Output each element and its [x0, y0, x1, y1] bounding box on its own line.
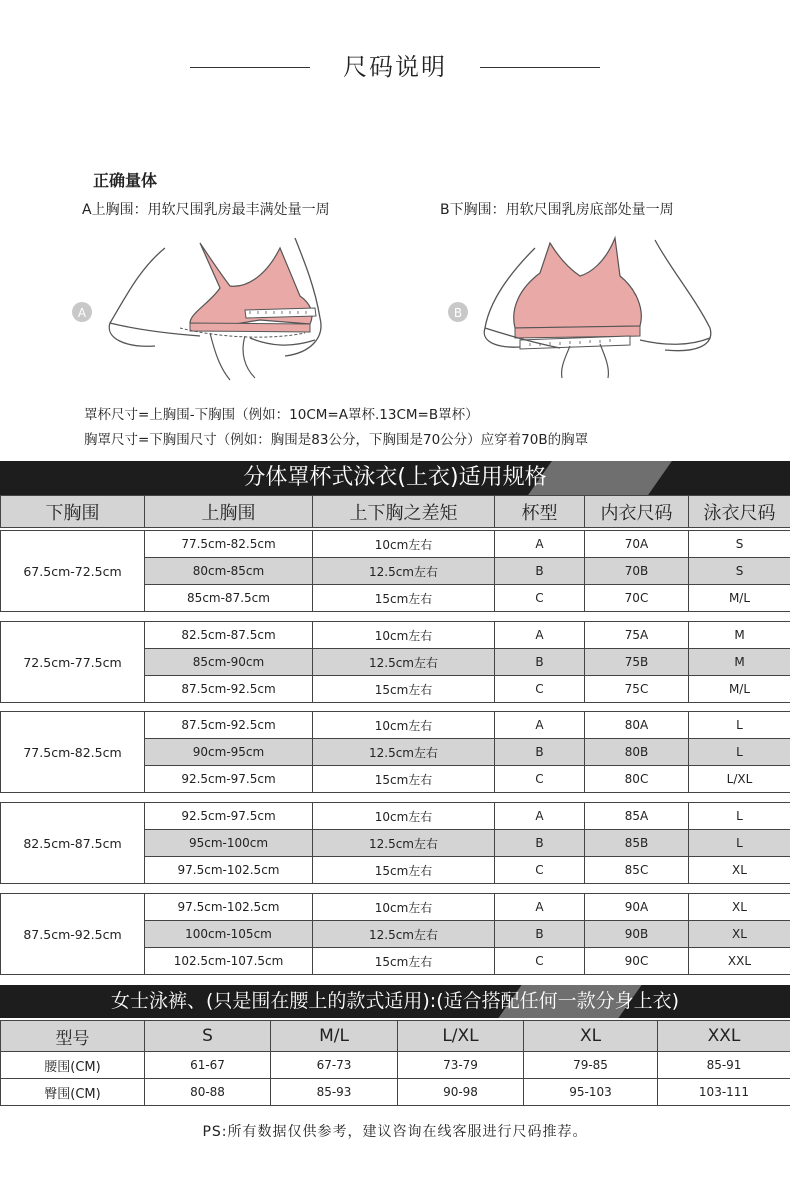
table-cell: L/XL — [689, 766, 790, 793]
table-cell: B — [495, 921, 585, 948]
table-cell: 15cm左右 — [313, 676, 495, 703]
table-row — [1, 1079, 790, 1106]
size-group-table — [0, 530, 790, 612]
table-cell: 90C — [585, 948, 689, 975]
table-cell: 12.5cm左右 — [313, 921, 495, 948]
badge-b: B — [453, 306, 463, 320]
table-cell: 90A — [585, 894, 689, 921]
table-cell: 90B — [585, 921, 689, 948]
table-cell: M/L — [689, 676, 790, 703]
table-cell: 75C — [585, 676, 689, 703]
table-cell: S — [689, 531, 790, 558]
table-cell: 85-93 — [271, 1079, 398, 1106]
table-cell: 87.5cm-92.5cm — [145, 676, 313, 703]
table-cell: 92.5cm-97.5cm — [145, 803, 313, 830]
table-cell: 70C — [585, 585, 689, 612]
table-cell: 79-85 — [524, 1052, 658, 1079]
table-cell: C — [495, 676, 585, 703]
table-cell: 85cm-90cm — [145, 649, 313, 676]
table-cell: 12.5cm左右 — [313, 558, 495, 585]
row-label-waist: 腰围(CM) — [1, 1052, 145, 1079]
table-row — [1, 622, 790, 649]
table-row — [1, 531, 790, 558]
table-cell: C — [495, 948, 585, 975]
table-cell: 92.5cm-97.5cm — [145, 766, 313, 793]
table-cell: XXL — [689, 948, 790, 975]
table-cell: 10cm左右 — [313, 531, 495, 558]
table-cell: 80cm-85cm — [145, 558, 313, 585]
table-cell: 80-88 — [145, 1079, 271, 1106]
bra-size-note: 胸罩尺寸=下胸围尺寸（例如：胸围是83公分，下胸围是70公分）应穿着70B的胸罩 — [84, 432, 589, 448]
table-cell: 77.5cm-82.5cm — [145, 531, 313, 558]
table-cell: 100cm-105cm — [145, 921, 313, 948]
table-cell: 87.5cm-92.5cm — [145, 712, 313, 739]
table-row — [1, 1052, 790, 1079]
table-cell: M — [689, 649, 790, 676]
table-cell: A — [495, 712, 585, 739]
table-cell: XL — [689, 894, 790, 921]
table-cell: 80B — [585, 739, 689, 766]
table-cell: 75A — [585, 622, 689, 649]
size-group-table — [0, 802, 790, 884]
table-cell: 10cm左右 — [313, 803, 495, 830]
under-bust-range: 82.5cm-87.5cm — [1, 803, 145, 884]
caption-b: B下胸围：用软尺围乳房底部处量一周 — [440, 202, 674, 218]
table-cell: 67-73 — [271, 1052, 398, 1079]
table-cell: 12.5cm左右 — [313, 739, 495, 766]
bottom-header-xl: XL — [524, 1021, 658, 1052]
table-cell: L — [689, 830, 790, 857]
table-cell: 82.5cm-87.5cm — [145, 622, 313, 649]
table-cell: A — [495, 622, 585, 649]
table-row — [1, 894, 790, 921]
table-cell: 85A — [585, 803, 689, 830]
table-cell: S — [689, 558, 790, 585]
table-cell: A — [495, 803, 585, 830]
under-bust-range: 72.5cm-77.5cm — [1, 622, 145, 703]
table-cell: A — [495, 894, 585, 921]
size-group-table — [0, 893, 790, 975]
table-cell: C — [495, 585, 585, 612]
header-cup-type: 杯型 — [495, 496, 585, 528]
badge-a: A — [77, 306, 87, 320]
table-cell: 80C — [585, 766, 689, 793]
table-cell: 15cm左右 — [313, 857, 495, 884]
table-cell: B — [495, 739, 585, 766]
table-cell: 73-79 — [398, 1052, 524, 1079]
table-cell: 61-67 — [145, 1052, 271, 1079]
under-bust-range: 87.5cm-92.5cm — [1, 894, 145, 975]
table-cell: 12.5cm左右 — [313, 830, 495, 857]
table-cell: 80A — [585, 712, 689, 739]
bottom-header-xxl: XXL — [658, 1021, 790, 1052]
table-cell: 85-91 — [658, 1052, 790, 1079]
table-cell: M — [689, 622, 790, 649]
top-table-title: 分体罩杯式泳衣(上衣)适用规格 — [243, 465, 547, 490]
table-row — [1, 712, 790, 739]
table-cell: L — [689, 803, 790, 830]
table-cell: XL — [689, 857, 790, 884]
under-bust-range: 77.5cm-82.5cm — [1, 712, 145, 793]
table-cell: B — [495, 558, 585, 585]
table-cell: 10cm左右 — [313, 712, 495, 739]
table-cell: L — [689, 712, 790, 739]
row-label-hip: 臀围(CM) — [1, 1079, 145, 1106]
header-upper-bust: 上胸围 — [145, 496, 313, 528]
measure-illustration-b — [440, 228, 730, 388]
table-cell: A — [495, 531, 585, 558]
banner-wedge — [528, 461, 672, 495]
table-cell: 70B — [585, 558, 689, 585]
table-cell: B — [495, 649, 585, 676]
table-cell: 95-103 — [524, 1079, 658, 1106]
table-cell: 75B — [585, 649, 689, 676]
header-bra-size: 内衣尺码 — [585, 496, 689, 528]
under-bust-range: 67.5cm-72.5cm — [1, 531, 145, 612]
bottom-header-ml: M/L — [271, 1021, 398, 1052]
measure-illustration-a — [70, 228, 360, 388]
table-cell: 97.5cm-102.5cm — [145, 894, 313, 921]
table-cell: 85cm-87.5cm — [145, 585, 313, 612]
table-cell: 10cm左右 — [313, 622, 495, 649]
table-cell: 97.5cm-102.5cm — [145, 857, 313, 884]
table-cell: 15cm左右 — [313, 766, 495, 793]
footer-note: PS:所有数据仅供参考，建议咨询在线客服进行尺码推荐。 — [202, 1124, 588, 1140]
table-cell: C — [495, 766, 585, 793]
bottom-table-banner — [0, 985, 790, 1018]
table-cell: 85B — [585, 830, 689, 857]
bottom-header-lxl: L/XL — [398, 1021, 524, 1052]
size-group-table — [0, 621, 790, 703]
table-cell: 12.5cm左右 — [313, 649, 495, 676]
header-bust-diff: 上下胸之差矩 — [313, 496, 495, 528]
table-cell: C — [495, 857, 585, 884]
size-group-table — [0, 711, 790, 793]
page-title: 尺码说明 — [343, 53, 447, 81]
table-cell: 15cm左右 — [313, 585, 495, 612]
measure-title: 正确量体 — [93, 171, 158, 190]
table-cell: 95cm-100cm — [145, 830, 313, 857]
top-table-banner — [0, 461, 790, 495]
top-table-header — [0, 495, 790, 528]
table-cell: 85C — [585, 857, 689, 884]
caption-a: A上胸围：用软尺围乳房最丰满处量一周 — [82, 202, 330, 218]
header-swim-size: 泳衣尺码 — [689, 496, 790, 528]
header-under-bust: 下胸围 — [1, 496, 145, 528]
table-cell: M/L — [689, 585, 790, 612]
table-cell: L — [689, 739, 790, 766]
table-cell: 70A — [585, 531, 689, 558]
table-row — [1, 803, 790, 830]
title-line-right — [480, 67, 600, 68]
bottom-header-model: 型号 — [1, 1021, 145, 1052]
bottom-header-s: S — [145, 1021, 271, 1052]
cup-size-note: 罩杯尺寸=上胸围-下胸围（例如：10CM=A罩杯.13CM=B罩杯） — [84, 407, 479, 423]
table-cell: 90cm-95cm — [145, 739, 313, 766]
table-cell: 10cm左右 — [313, 894, 495, 921]
page-title-block — [0, 48, 790, 88]
table-cell: 90-98 — [398, 1079, 524, 1106]
table-cell: B — [495, 830, 585, 857]
table-cell: 102.5cm-107.5cm — [145, 948, 313, 975]
table-cell: 103-111 — [658, 1079, 790, 1106]
table-cell: XL — [689, 921, 790, 948]
table-cell: 15cm左右 — [313, 948, 495, 975]
bottom-table — [0, 1020, 790, 1106]
bottom-table-title: 女士泳裤、(只是围在腰上的款式适用):(适合搭配任何一款分身上衣) — [110, 990, 680, 1012]
